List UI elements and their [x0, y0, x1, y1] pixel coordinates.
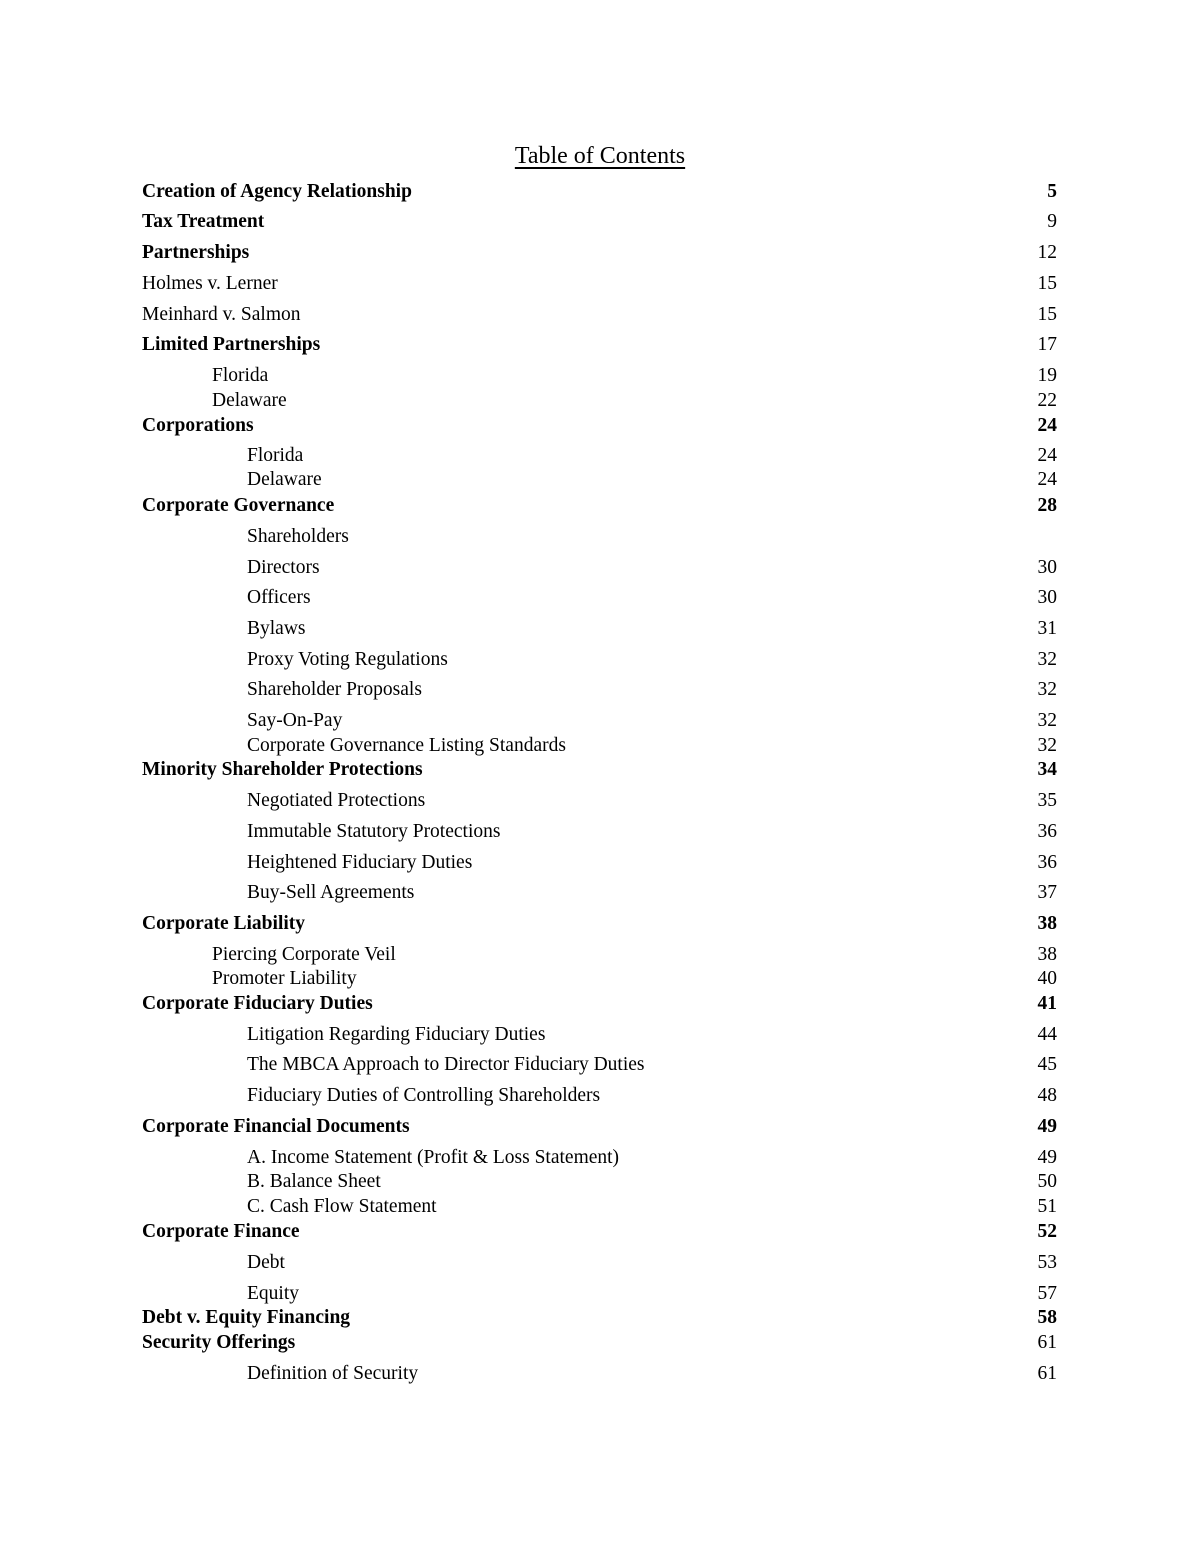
toc-entry [0, 820, 1200, 844]
toc-entry-label: Minority Shareholder Protections [142, 759, 423, 780]
toc-entry-label: Proxy Voting Regulations [247, 649, 448, 670]
toc-entry-page-number: 5 [1047, 181, 1057, 202]
toc-entry-label: Delaware [212, 390, 287, 411]
toc-entry-label: A. Income Statement (Profit & Loss Statement) [247, 1147, 620, 1168]
toc-entry-page-number: 40 [1037, 968, 1057, 989]
toc-entry-page-number: 50 [1037, 1171, 1057, 1192]
toc-entry [0, 1195, 1200, 1219]
toc-entry-label: Tax Treatment [142, 211, 265, 232]
toc-entry-label: Corporate Finance [142, 1221, 300, 1242]
toc-entry-label: Creation of Agency Relationship [142, 181, 412, 202]
toc-entry-label: Florida [247, 445, 304, 466]
toc-entry-label: Negotiated Protections [247, 790, 426, 811]
toc-entry-page-number: 32 [1037, 679, 1057, 700]
toc-entry-label: Debt v. Equity Financing [142, 1307, 351, 1328]
toc-entry-label: Meinhard v. Salmon [142, 304, 301, 325]
toc-entry-page-number: 24 [1037, 469, 1057, 490]
toc-entry-label: Litigation Regarding Fiduciary Duties [247, 1024, 546, 1045]
toc-entry [0, 1115, 1200, 1139]
toc-entry [0, 678, 1200, 702]
toc-entry [0, 851, 1200, 875]
toc-entry-page-number: 36 [1037, 852, 1057, 873]
toc-entry-label: Corporate Fiduciary Duties [142, 993, 373, 1014]
toc-entry-label: Say-On-Pay [247, 710, 343, 731]
toc-entry-label: Limited Partnerships [142, 334, 321, 355]
toc-entry-label: Fiduciary Duties of Controlling Shareholders [247, 1085, 601, 1106]
toc-entry [0, 494, 1200, 518]
toc-entry [0, 389, 1200, 413]
toc-entry-page-number: 24 [1037, 415, 1057, 436]
toc-entry [0, 1146, 1200, 1170]
toc-entry [0, 468, 1200, 492]
toc-entry-page-number: 36 [1037, 821, 1057, 842]
toc-entry [0, 241, 1200, 265]
toc-entry [0, 180, 1200, 204]
toc-entry-page-number: 37 [1037, 882, 1057, 903]
toc-entry-page-number: 57 [1037, 1283, 1057, 1304]
toc-entry [0, 912, 1200, 936]
toc-entry-label: Heightened Fiduciary Duties [247, 852, 473, 873]
toc-entry [0, 556, 1200, 580]
toc-entry-page-number: 49 [1037, 1116, 1057, 1137]
toc-entry-page-number: 32 [1037, 710, 1057, 731]
toc-entry-page-number: 24 [1037, 445, 1057, 466]
toc-entry-label: The MBCA Approach to Director Fiduciary Duties [247, 1054, 645, 1075]
toc-entry [0, 1170, 1200, 1194]
toc-entry-label: Shareholders [247, 526, 349, 547]
toc-entry [0, 734, 1200, 758]
toc-entry-page-number: 34 [1037, 759, 1057, 780]
toc-entry [0, 1282, 1200, 1306]
toc-entry [0, 943, 1200, 967]
toc-entry-page-number: 35 [1037, 790, 1057, 811]
toc-entry [0, 1084, 1200, 1108]
toc-entry-page-number: 32 [1037, 735, 1057, 756]
toc-entry-label: Partnerships [142, 242, 250, 263]
toc-entry [0, 1251, 1200, 1275]
toc-entry-label: Florida [212, 365, 269, 386]
toc-entry [0, 648, 1200, 672]
toc-entry [0, 303, 1200, 327]
toc-entry-page-number: 15 [1037, 304, 1057, 325]
toc-entry-page-number: 48 [1037, 1085, 1057, 1106]
toc-entry-label: Holmes v. Lerner [142, 273, 278, 294]
toc-entry-page-number: 30 [1037, 557, 1057, 578]
toc-entry [0, 414, 1200, 438]
toc-entry-page-number: 53 [1037, 1252, 1057, 1273]
toc-entry [0, 709, 1200, 733]
toc-entry-label: Corporate Governance Listing Standards [247, 735, 566, 756]
toc-entry-page-number: 51 [1037, 1196, 1057, 1217]
toc-entry-page-number: 12 [1037, 242, 1057, 263]
toc-title-text: Table of Contents [514, 143, 686, 169]
toc-entry-page-number: 49 [1037, 1147, 1057, 1168]
toc-entry-page-number: 41 [1037, 993, 1057, 1014]
toc-entry-label: Corporate Liability [142, 913, 306, 934]
toc-entry-page-number: 28 [1037, 495, 1057, 516]
toc-entry-label: Debt [247, 1252, 285, 1273]
toc-entry-page-number: 61 [1037, 1332, 1057, 1353]
toc-entry [0, 210, 1200, 234]
toc-entry-page-number: 32 [1037, 649, 1057, 670]
toc-entry-page-number: 45 [1037, 1054, 1057, 1075]
toc-entry-page-number: 22 [1037, 390, 1057, 411]
toc-entry-label: Security Offerings [142, 1332, 296, 1353]
toc-entry-page-number: 58 [1037, 1307, 1057, 1328]
toc-entry [0, 967, 1200, 991]
toc-entry-label: Definition of Security [247, 1363, 419, 1384]
toc-entry-page-number: 30 [1037, 587, 1057, 608]
toc-entry [0, 525, 1200, 549]
toc-entry-label: C. Cash Flow Statement [247, 1196, 437, 1217]
toc-entry-label: Equity [247, 1283, 299, 1304]
toc-entry-page-number: 38 [1037, 913, 1057, 934]
toc-entry-label: Bylaws [247, 618, 306, 639]
toc-entry-label: Directors [247, 557, 320, 578]
toc-entry-label: Corporations [142, 415, 254, 436]
toc-entry-label: B. Balance Sheet [247, 1171, 381, 1192]
toc-entry [0, 1331, 1200, 1355]
toc-entry-page-number: 9 [1047, 211, 1057, 232]
toc-entry-page-number: 52 [1037, 1221, 1057, 1242]
toc-entry-label: Immutable Statutory Protections [247, 821, 501, 842]
toc-entry [0, 272, 1200, 296]
toc-entry-page-number: 44 [1037, 1024, 1057, 1045]
toc-entry [0, 444, 1200, 468]
toc-entry-page-number: 31 [1037, 618, 1057, 639]
toc-entry [0, 586, 1200, 610]
toc-entry [0, 758, 1200, 782]
toc-entry [0, 1362, 1200, 1386]
toc-entry-page-number: 15 [1037, 273, 1057, 294]
toc-entry-label: Corporate Governance [142, 495, 335, 516]
toc-title [0, 143, 1200, 170]
toc-entry-label: Promoter Liability [212, 968, 357, 989]
toc-entry-label: Corporate Financial Documents [142, 1116, 410, 1137]
toc-entry [0, 617, 1200, 641]
toc-entry [0, 1023, 1200, 1047]
toc-entry-page-number: 61 [1037, 1363, 1057, 1384]
toc-entry-label: Buy-Sell Agreements [247, 882, 415, 903]
toc-entry [0, 1220, 1200, 1244]
toc-entry-page-number: 19 [1037, 365, 1057, 386]
toc-entry [0, 333, 1200, 357]
toc-entry [0, 789, 1200, 813]
toc-entry [0, 1053, 1200, 1077]
toc-entry [0, 992, 1200, 1016]
toc-entry [0, 1306, 1200, 1330]
toc-entry-label: Delaware [247, 469, 322, 490]
toc-entry [0, 364, 1200, 388]
toc-entry-label: Shareholder Proposals [247, 679, 422, 700]
toc-entry-label: Officers [247, 587, 311, 608]
toc-entry-page-number: 38 [1037, 944, 1057, 965]
toc-entry [0, 881, 1200, 905]
toc-entry-page-number: 17 [1037, 334, 1057, 355]
toc-entry-label: Piercing Corporate Veil [212, 944, 396, 965]
